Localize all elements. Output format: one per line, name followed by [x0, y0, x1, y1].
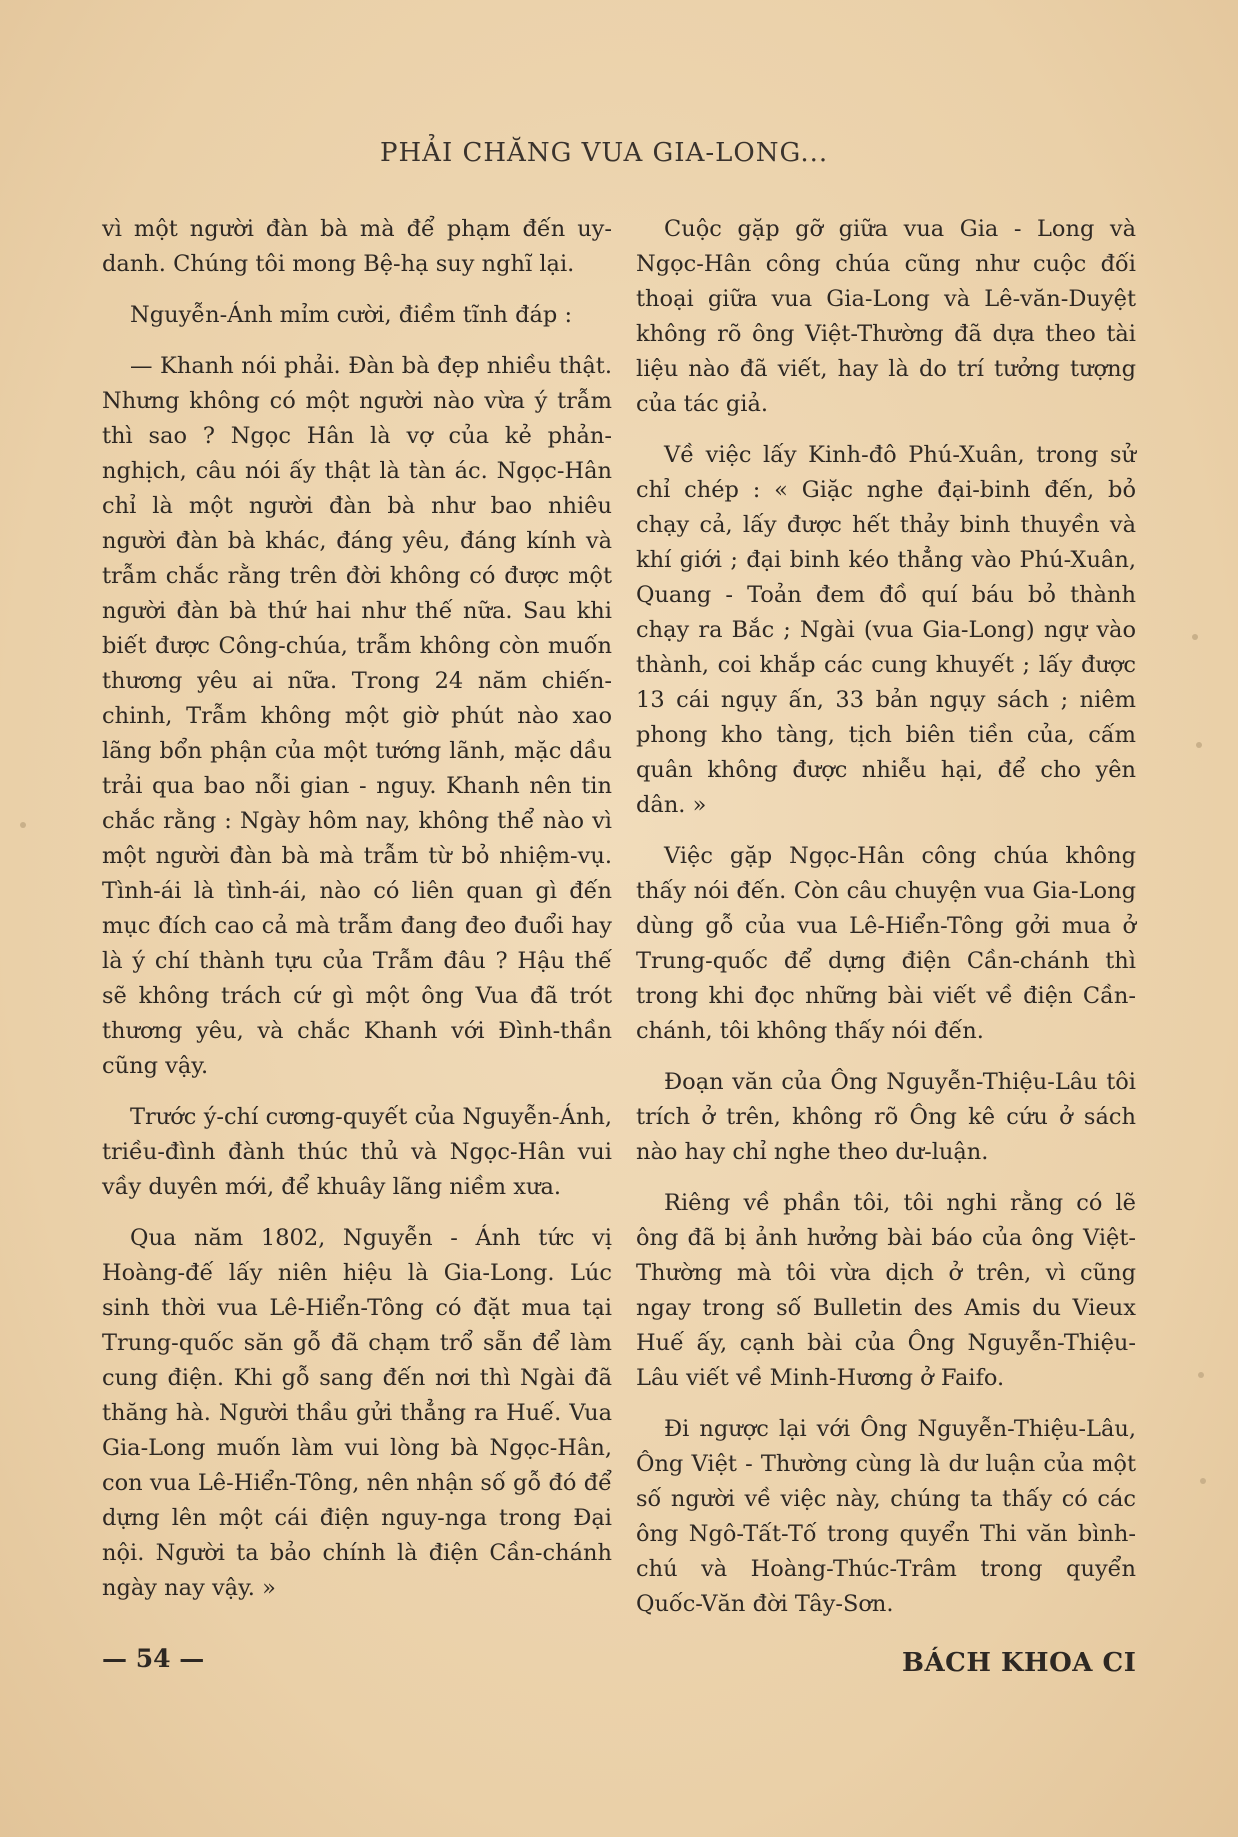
left-paragraph-2: Nguyễn-Ánh mỉm cười, điềm tĩnh đáp :: [130, 302, 573, 328]
left-paragraph-5: Qua năm 1802, Nguyễn - Ánh tức vị Hoàng-đế lấy niên hiệu là Gia-Long. Lúc sinh thời vua Lê-Hiển-Tông có đặt mua tại Trung-quốc săn gỗ đã chạm trổ sẵn để làm cung điện. Khi gỗ sang đến nơi thì Ngài đã thăng hà. Người thầu gửi thẳng ra Huế. Vua Gia-Long muốn làm vui lòng bà Ngọc-Hân, con vua Lê-Hiển-Tông, nên nhận số gỗ đó để dựng lên một cái điện nguy-nga trong Đại nội. Người ta bảo chính là điện Cần-chánh ngày nay vậy. »: [102, 1225, 612, 1601]
running-title: PHẢI CHĂNG VUA GIA-LONG...: [380, 138, 829, 168]
right-paragraph-1: Cuộc gặp gỡ giữa vua Gia - Long và Ngọc-Hân công chúa cũng như cuộc đối thoại giữa vua Gia-Long và Lê-văn-Duyệt không rõ ông Việt-Thường đã dựa theo tài liệu nào đã viết, hay là do trí tưởng tượng của tác giả.: [636, 216, 1136, 417]
paper-speck: [1192, 634, 1198, 640]
paper-speck: [20, 822, 26, 828]
right-paragraph-4: Đoạn văn của Ông Nguyễn-Thiệu-Lâu tôi trích ở trên, không rõ Ông kê cứu ở sách nào hay chỉ nghe theo dư-luận.: [636, 1069, 1136, 1165]
right-paragraph-2: Về việc lấy Kinh-đô Phú-Xuân, trong sử chỉ chép : « Giặc nghe đại-binh đến, bỏ chạy cả, lấy được hết thảy binh thuyền và khí giới ; đại binh kéo thẳng vào Phú-Xuân, Quang - Toản đem đồ quí báu bỏ thành chạy ra Bắc ; Ngài (vua Gia-Long) ngự vào thành, coi khắp các cung khuyết ; lấy được 13 cái ngụy ấn, 33 bản ngụy sách ; niêm phong kho tàng, tịch biên tiền của, cấm quân không được nhiễu hại, để cho yên dân. »: [636, 442, 1136, 818]
left-paragraph-4: Trước ý-chí cương-quyết của Nguyễn-Ánh, triều-đình đành thúc thủ và Ngọc-Hân vui vầy duyên mới, để khuây lãng niềm xưa.: [102, 1104, 612, 1200]
paper-speck: [1200, 1478, 1206, 1484]
page-number: — 54 —: [102, 1644, 205, 1673]
journal-name: BÁCH KHOA CI: [902, 1648, 1137, 1678]
left-paragraph-3: — Khanh nói phải. Đàn bà đẹp nhiều thật. Nhưng không có một người nào vừa ý trẫm thì sao ? Ngọc Hân là vợ của kẻ phản-nghịch, câu nói ấy thật là tàn ác. Ngọc-Hân chỉ là một người đàn bà như bao nhiêu người đàn bà khác, đáng yêu, đáng kính và trẫm chắc rằng trên đời không có được một người đàn bà thứ hai như thế nữa. Sau khi biết được Công-chúa, trẫm không còn muốn thương yêu ai nữa. Trong 24 năm chiến-chinh, Trẫm không một giờ phút nào xao lãng bổn phận của một tướng lãnh, mặc dầu trải qua bao nỗi gian - nguy. Khanh nên tin chắc rằng : Ngày hôm nay, không thể nào vì một người đàn bà mà trẫm từ bỏ nhiệm-vụ. Tình-ái là tình-ái, nào có liên quan gì đến mục đích cao cả mà trẫm đang đeo đuổi hay là ý chí thành tựu của Trẫm đâu ? Hậu thế sẽ không trách cứ gì một ông Vua đã trót thương yêu, và chắc Khanh với Đình-thần cũng vậy.: [102, 353, 612, 1079]
right-column: [636, 212, 1136, 1638]
paper-speck: [1196, 742, 1202, 748]
left-paragraph-1: vì một người đàn bà mà để phạm đến uy-danh. Chúng tôi mong Bệ-hạ suy nghĩ lại.: [102, 216, 612, 277]
paper-speck: [1198, 1372, 1204, 1378]
left-column: [102, 212, 612, 1622]
right-paragraph-6: Đi ngược lại với Ông Nguyễn-Thiệu-Lâu, Ông Việt - Thường cùng là dư luận của một số người về việc này, chúng ta thấy có các ông Ngô-Tất-Tố trong quyển Thi văn bình-chú và Hoàng-Thúc-Trâm trong quyển Quốc-Văn đời Tây-Sơn.: [636, 1416, 1136, 1617]
right-paragraph-5: Riêng về phần tôi, tôi nghi rằng có lẽ ông đã bị ảnh hưởng bài báo của ông Việt-Thường mà tôi vừa dịch ở trên, vì cũng ngay trong số Bulletin des Amis du Vieux Huế ấy, cạnh bài của Ông Nguyễn-Thiệu-Lâu viết về Minh-Hương ở Faifo.: [636, 1190, 1136, 1391]
right-paragraph-3: Việc gặp Ngọc-Hân công chúa không thấy nói đến. Còn câu chuyện vua Gia-Long dùng gỗ của vua Lê-Hiển-Tông gởi mua ở Trung-quốc để dựng điện Cần-chánh thì trong khi đọc những bài viết về điện Cần-chánh, tôi không thấy nói đến.: [636, 843, 1136, 1044]
